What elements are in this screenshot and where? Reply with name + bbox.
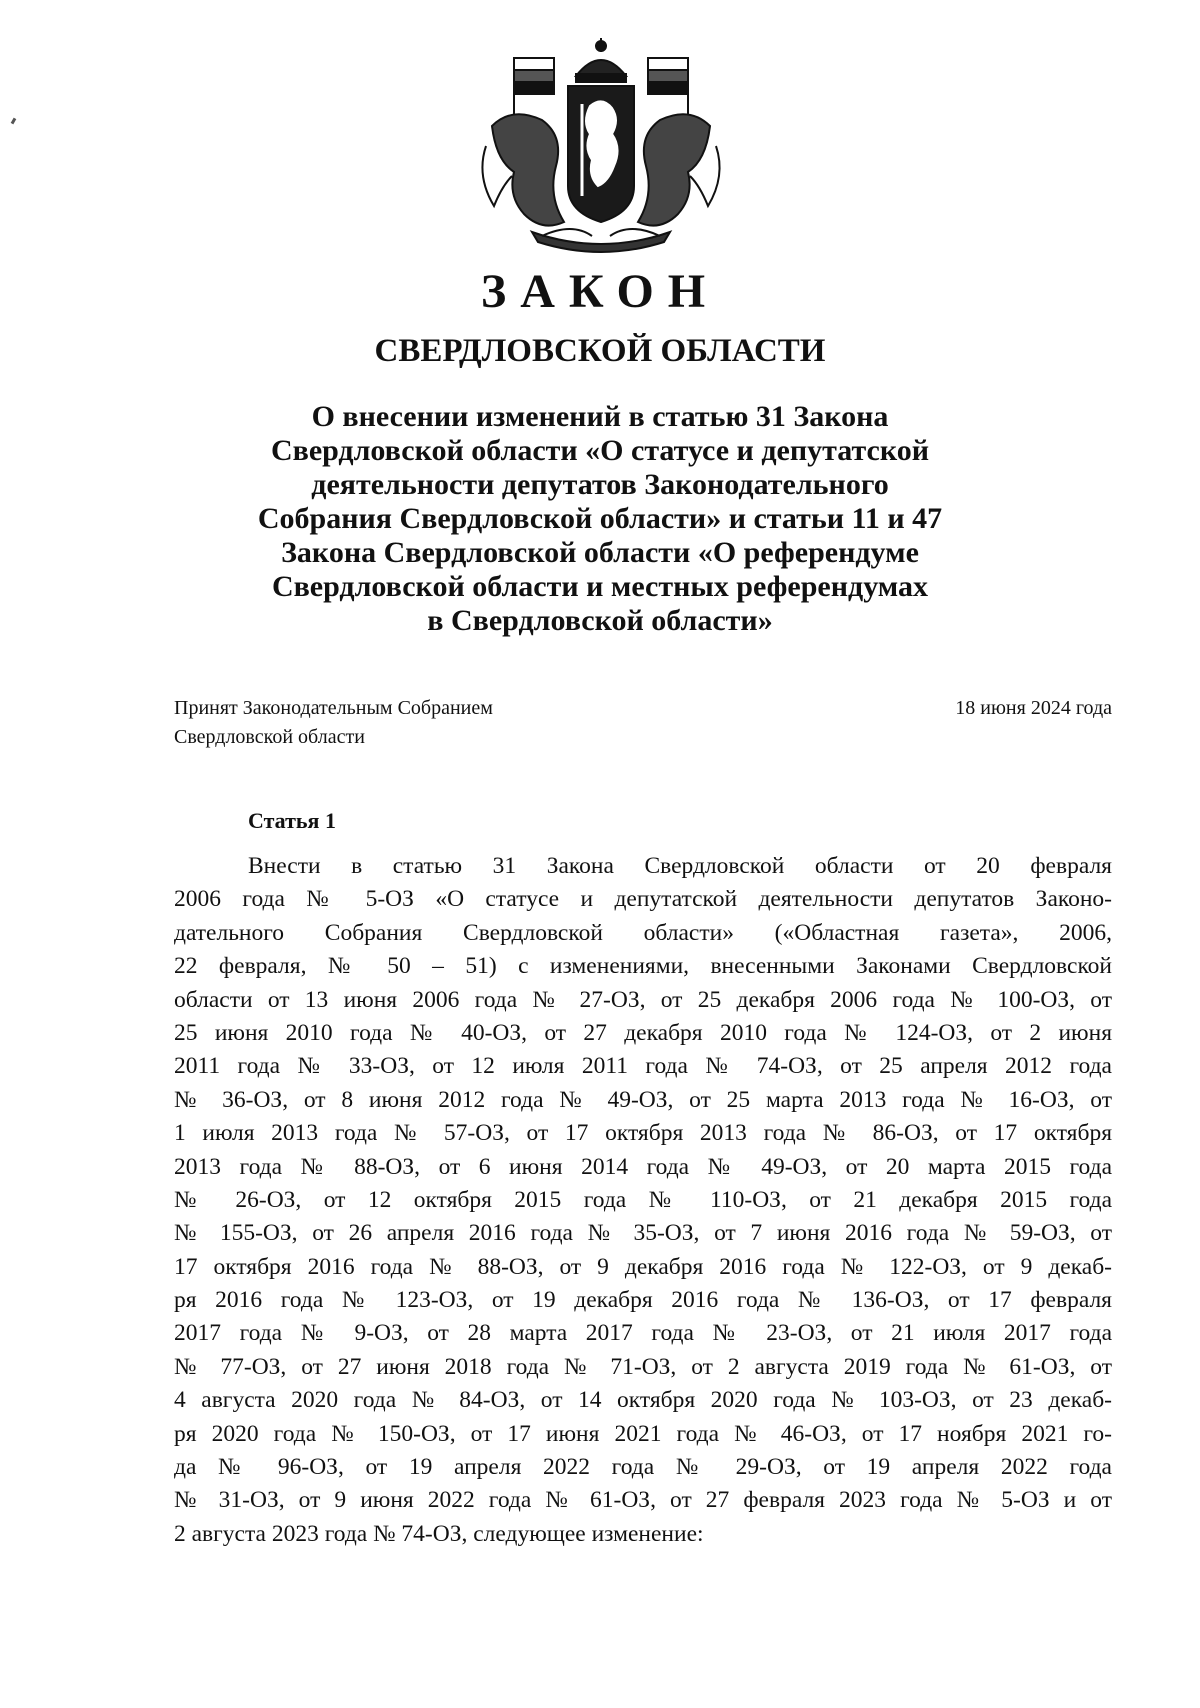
adoption-line: Свердловской области xyxy=(174,726,365,748)
article-line: 4 августа 2020 года № 84-ОЗ, от 14 октября 2020 года № 103-ОЗ, от 23 декаб- xyxy=(174,1387,1112,1414)
article-line: 2006 года № 5-ОЗ «О статусе и депутатской деятельности депутатов Законо- xyxy=(174,886,1112,913)
heading-line: Свердловской области «О статусе и депутатской xyxy=(270,434,930,467)
article-line: да № 96-ОЗ, от 19 апреля 2022 года № 29-ОЗ, от 19 апреля 2022 года xyxy=(174,1454,1112,1481)
scan-speck xyxy=(11,118,17,125)
law-heading xyxy=(180,400,1020,638)
article-line: 1 июля 2013 года № 57-ОЗ, от 17 октября 2013 года № 86-ОЗ, от 17 октября xyxy=(174,1120,1112,1147)
adoption-body xyxy=(174,694,493,752)
article-line: 2017 года № 9-ОЗ, от 28 марта 2017 года № 23-ОЗ, от 21 июля 2017 года xyxy=(174,1320,1112,1347)
article-line: Внести в статью 31 Закона Свердловской области от 20 февраля xyxy=(248,853,1112,879)
article-line: 2011 года № 33-ОЗ, от 12 июля 2011 года № 74-ОЗ, от 25 апреля 2012 года xyxy=(174,1053,1112,1080)
heading-line: в Свердловской области» xyxy=(427,604,773,637)
heading-line: Закона Свердловской области «О референдуме xyxy=(281,536,919,569)
adoption-date: 18 июня 2024 года xyxy=(955,697,1112,719)
heading-line: деятельности депутатов Законодательного xyxy=(311,468,889,501)
adoption-line: Принят Законодательным Собранием xyxy=(174,697,493,719)
heading-line: Свердловской области и местных референдумах xyxy=(271,570,929,603)
article-title: Статья 1 xyxy=(248,808,336,833)
article-line: № 31-ОЗ, от 9 июня 2022 года № 61-ОЗ, от 27 февраля 2023 года № 5-ОЗ и от xyxy=(174,1487,1112,1514)
article-line: 25 июня 2010 года № 40-ОЗ, от 27 декабря 2010 года № 124-ОЗ, от 2 июня xyxy=(174,1019,1112,1046)
article-line: 17 октября 2016 года № 88-ОЗ, от 9 декабря 2016 года № 122-ОЗ, от 9 декаб- xyxy=(174,1253,1112,1280)
document-subtitle: СВЕРДЛОВСКОЙ ОБЛАСТИ xyxy=(374,333,826,369)
article-line: 22 февраля, № 50 – 51) с изменениями, внесенными Законами Свердловской xyxy=(174,953,1112,980)
article-line: дательного Собрания Свердловской области» («Областная газета», 2006, xyxy=(174,919,1112,946)
article-body xyxy=(174,850,1112,1551)
article-line: 2013 года № 88-ОЗ, от 6 июня 2014 года № 49-ОЗ, от 20 марта 2015 года xyxy=(174,1153,1112,1180)
heading-line: О внесении изменений в статью 31 Закона xyxy=(311,400,889,433)
article-line: области от 13 июня 2006 года № 27-ОЗ, от 25 декабря 2006 года № 100-ОЗ, от xyxy=(174,986,1112,1013)
article-line: № 155-ОЗ, от 26 апреля 2016 года № 35-ОЗ, от 7 июня 2016 года № 59-ОЗ, от xyxy=(174,1220,1112,1247)
article-line: 2 августа 2023 года № 74-ОЗ, следующее изменение: xyxy=(174,1520,704,1547)
coat-of-arms-emblem xyxy=(472,36,730,256)
article-line: № 26-ОЗ, от 12 октября 2015 года № 110-ОЗ, от 21 декабря 2015 года xyxy=(174,1186,1112,1213)
heading-line: Собрания Свердловской области» и статьи 11 и 47 xyxy=(257,502,943,535)
document-title: ЗАКОН xyxy=(480,265,720,318)
article-line: № 77-ОЗ, от 27 июня 2018 года № 71-ОЗ, от 2 августа 2019 года № 61-ОЗ, от xyxy=(174,1353,1112,1380)
article-line: ря 2020 года № 150-ОЗ, от 17 июня 2021 года № 46-ОЗ, от 17 ноября 2021 го- xyxy=(174,1420,1112,1447)
article-line: ря 2016 года № 123-ОЗ, от 19 декабря 2016 года № 136-ОЗ, от 17 февраля xyxy=(174,1287,1112,1314)
article-line: № 36-ОЗ, от 8 июня 2012 года № 49-ОЗ, от 25 марта 2013 года № 16-ОЗ, от xyxy=(174,1086,1112,1113)
